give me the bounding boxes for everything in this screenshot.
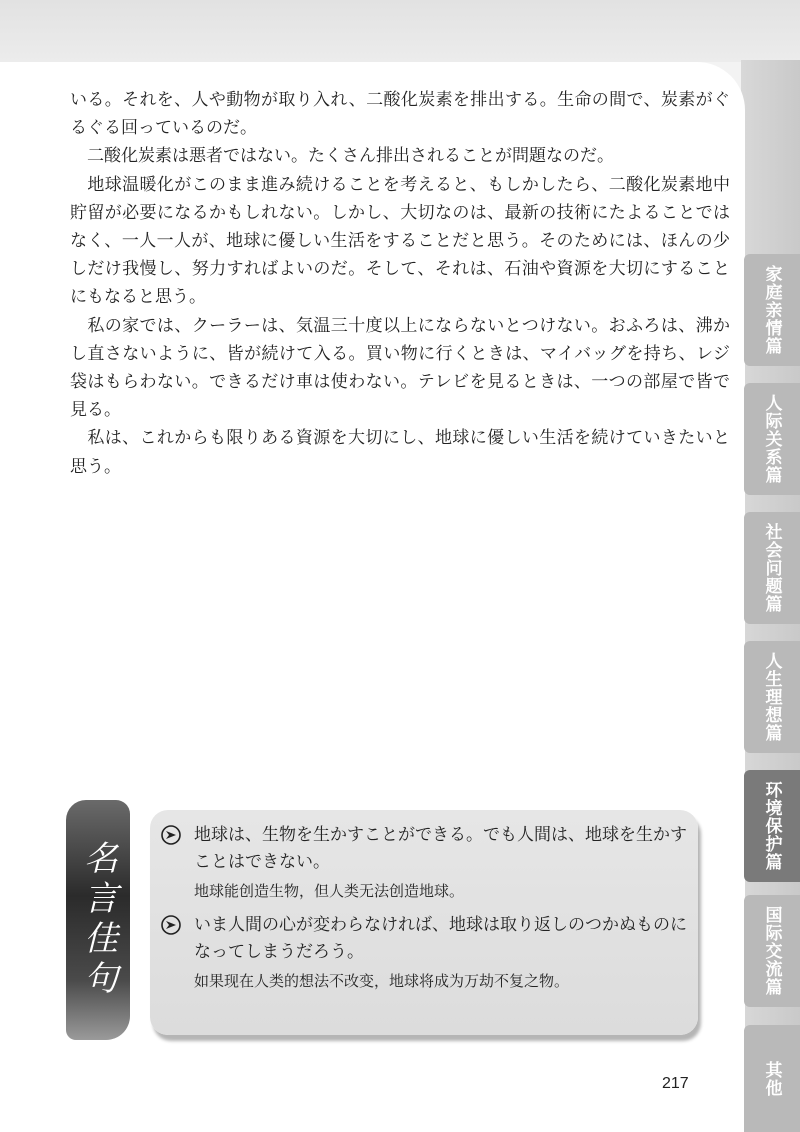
tab-label: 家庭亲情篇 bbox=[761, 265, 782, 355]
essay-body bbox=[70, 86, 730, 481]
quotes-heading-brush bbox=[66, 800, 130, 1040]
quote-1 bbox=[160, 822, 695, 902]
quote-japanese: いま人間の心が変わらなければ、地球は取り返しのつかぬものになってしまうだろう。 bbox=[194, 915, 687, 962]
paragraph: 二酸化炭素は悪者ではない。たくさん排出されることが問題なのだ。 bbox=[70, 146, 614, 167]
tab-label: 其他 bbox=[761, 1060, 782, 1097]
paragraph: 私の家では、クーラーは、気温三十度以上にならないとつけない。おふろは、沸かし直さないように、皆が続けて入る。買い物に行くときは、マイバッグを持ち、レジ袋はもらわない。できるだけ車は使わない。テレビを見るときは、一つの部屋で皆で見る。 bbox=[70, 315, 730, 421]
arrow-circle-icon bbox=[160, 914, 182, 936]
tab-label: 国际交流篇 bbox=[761, 906, 782, 996]
tab-label: 社会问题篇 bbox=[761, 523, 782, 613]
tab-label: 人际关系篇 bbox=[761, 394, 782, 484]
paragraph: 地球温暖化がこのまま進み続けることを考えると、もしかしたら、二酸化炭素地中貯留が必要になるかもしれない。しかし、大切なのは、最新の技術にたよることではなく、一人一人が、地球に優しい生活をすることだと思う。そのためには、ほんの少しだけ我慢し、努力すればよいのだ。そして、それは、石油や資源を大切にすることにもなると思う。 bbox=[70, 174, 730, 308]
paragraph: いる。それを、人や動物が取り入れ、二酸化炭素を排出する。生命の間で、炭素がぐるぐる回っているのだ。 bbox=[70, 90, 730, 139]
quote-2 bbox=[160, 912, 695, 992]
quote-japanese: 地球は、生物を生かすことができる。でも人間は、地球を生かすことはできない。 bbox=[194, 825, 687, 872]
tab-environment[interactable] bbox=[744, 770, 800, 882]
tab-relationships[interactable] bbox=[744, 383, 800, 495]
tab-life-ideals[interactable] bbox=[744, 641, 800, 753]
paragraph: 私は、これからも限りある資源を大切にし、地球に優しい生活を続けていきたいと思う。 bbox=[70, 428, 730, 477]
tab-social-issues[interactable] bbox=[744, 512, 800, 624]
tab-label: 人生理想篇 bbox=[761, 652, 782, 742]
quote-chinese: 如果现在人类的想法不改变，地球将成为万劫不复之物。 bbox=[194, 972, 570, 990]
tab-international[interactable] bbox=[744, 895, 800, 1007]
quote-chinese: 地球能创造生物，但人类无法创造地球。 bbox=[194, 882, 465, 900]
tab-other[interactable] bbox=[744, 1025, 800, 1132]
tab-family[interactable] bbox=[744, 254, 800, 366]
quotes-heading: 名言佳句 bbox=[77, 840, 118, 1000]
page-number: 217 bbox=[662, 1075, 689, 1092]
tab-label: 环境保护篇 bbox=[761, 781, 782, 871]
page-top-band bbox=[0, 0, 800, 62]
arrow-circle-icon bbox=[160, 824, 182, 846]
